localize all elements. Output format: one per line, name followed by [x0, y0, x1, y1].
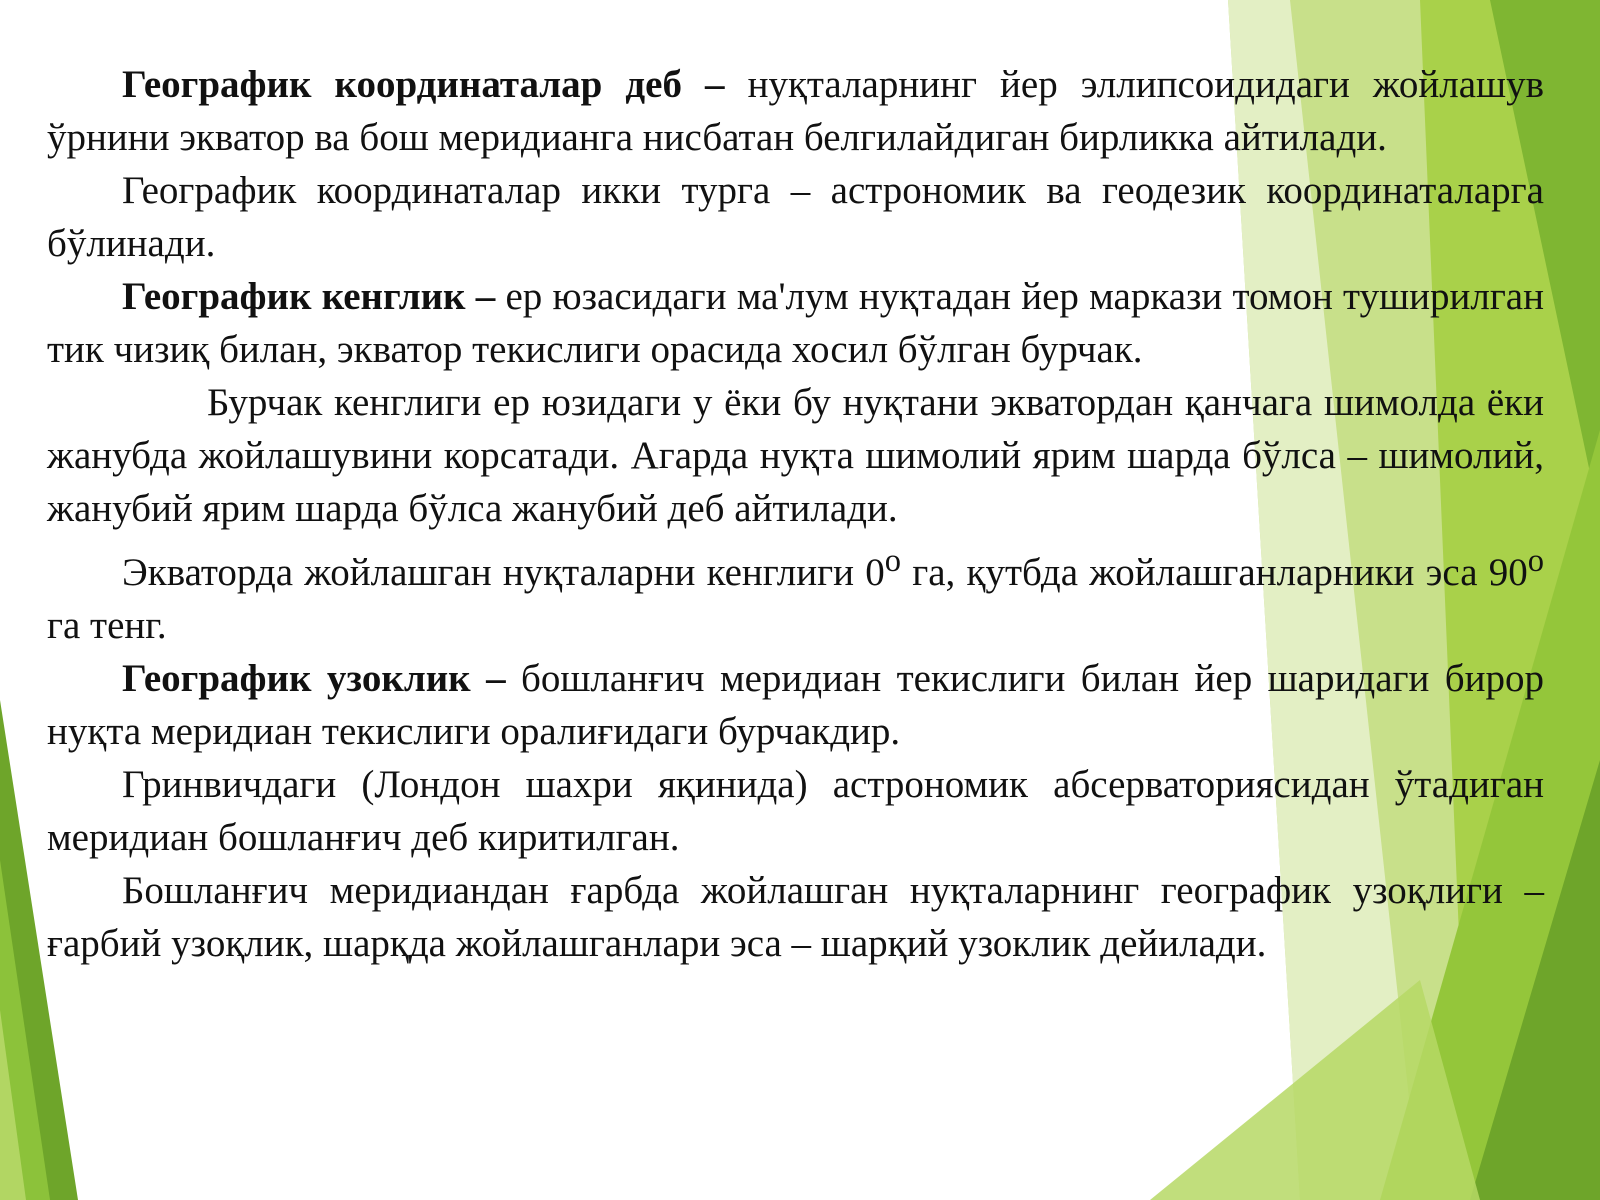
term-geographic-coordinates: Географик координаталар деб – [122, 63, 748, 106]
term-geographic-latitude: Географик кенглик – [122, 275, 506, 318]
paragraph-latitude-angle [47, 376, 1544, 535]
document-body [47, 58, 1544, 970]
paragraph-text-after: га тенг. [47, 604, 167, 647]
paragraph-coordinate-types [47, 164, 1544, 270]
paragraph-longitude-definition [47, 652, 1544, 758]
paragraph-text: Географик координаталар икки турга – астрономик ва геодезик координаталарга бўлинади. [47, 169, 1544, 265]
paragraph-west-east-longitude [47, 864, 1544, 970]
paragraph-greenwich-meridian [47, 758, 1544, 864]
paragraph-text-before: Экваторда жойлашган нуқталарни кенглиги 0 [122, 551, 885, 594]
paragraph-text: ер юзасидаги ма'лум нуқтадан йер маркази томон туширилган тик чизиқ билан, экватор текислиги орасида хосил бўлган бурчак. [47, 275, 1544, 371]
paragraph-text: Гринвичдаги (Лондон шахри яқинида) астрономик абсерваториясидан ўтадиган меридиан бошланғич деб киритилган. [47, 763, 1544, 859]
degree-sign: о [1527, 543, 1544, 579]
paragraph-latitude-definition [47, 270, 1544, 376]
term-geographic-longitude: Географик узоклик – [122, 657, 522, 700]
paragraph-text-middle: га, қутбда жойлашганларники эса 90 [900, 551, 1528, 594]
paragraph-text: бошланғич меридиан текислиги билан йер шаридаги бирор нуқта меридиан текислиги оралиғидаги бурчакдир. [47, 657, 1545, 753]
paragraph-text: нуқталарнинг йер эллипсоидидаги жойлашув ўрнини экватор ва бош меридианга нисбатан белгилайдиган бирликка айтилади. [47, 63, 1544, 159]
paragraph-geographic-coordinates-definition [47, 58, 1544, 164]
paragraph-text: Бошланғич меридиандан ғарбда жойлашган нуқталарнинг географик узоқлиги – ғарбий узоқлик, шарқда жойлашганлари эса – шарқий узоклик дейилади. [47, 869, 1544, 965]
paragraph-text: Бурчак кенглиги ер юзидаги у ёки бу нуқтани экватордан қанчага шимолда ёки жанубда жойлашувини корсатади. Агарда нуқта шимолий ярим шарда бўлса – шимолий, жанубий ярим шарда бўлса жанубий деб айтилади. [47, 381, 1544, 530]
paragraph-equator-pole-values [47, 535, 1544, 652]
degree-sign: о [884, 543, 901, 579]
